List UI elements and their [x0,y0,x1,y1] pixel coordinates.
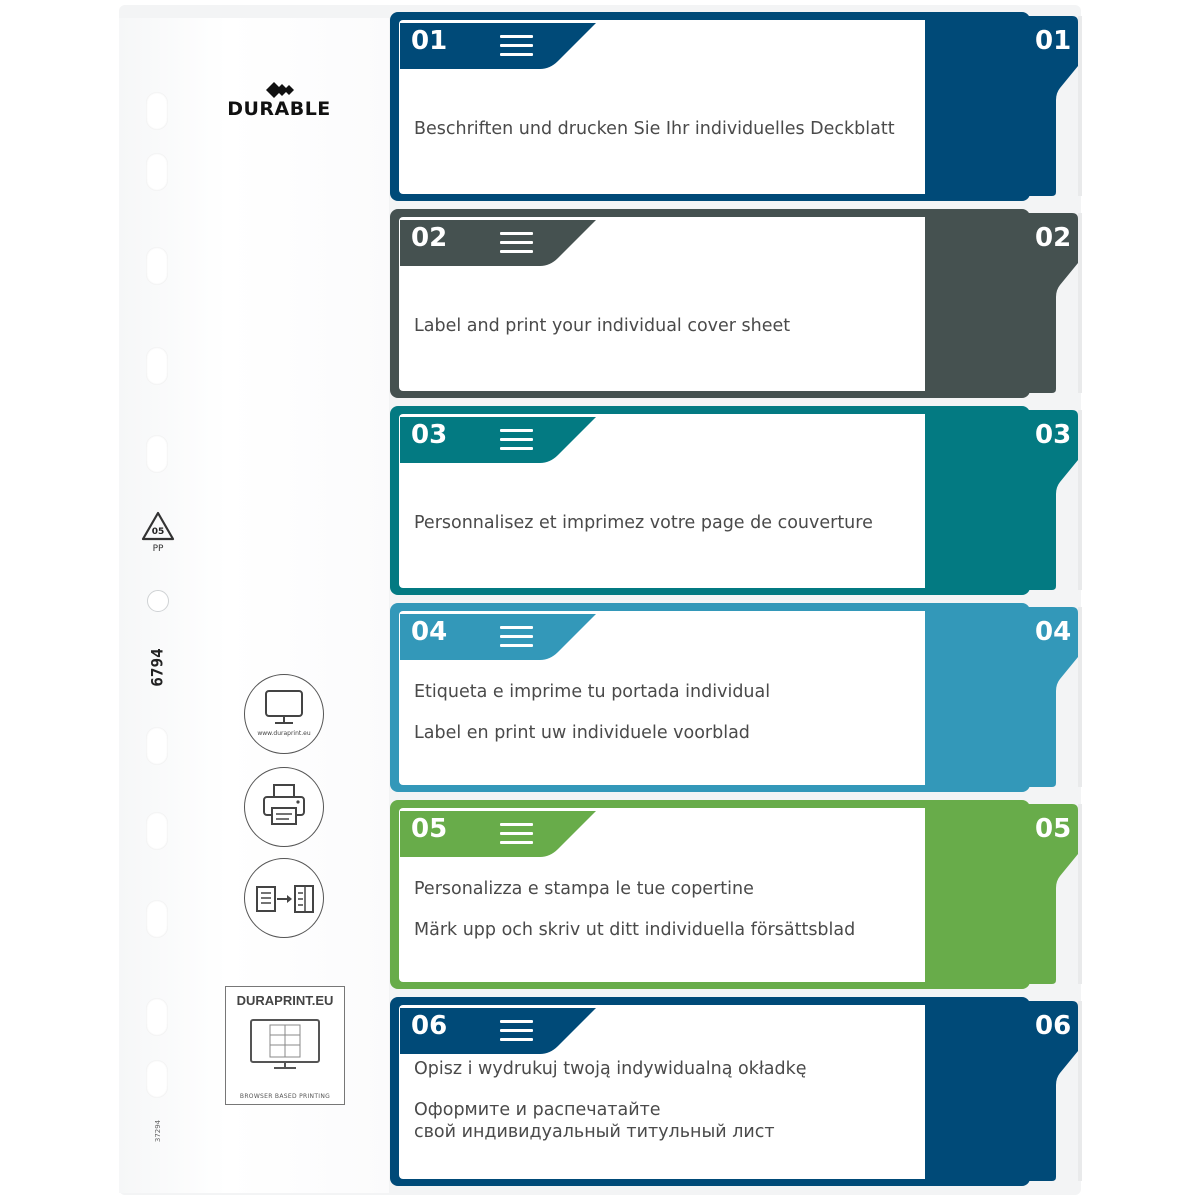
duraprint-title: DURAPRINT.EU [236,993,334,1008]
durable-logo [218,80,340,120]
recycle-code: 05 [151,527,165,537]
punch-hole [146,153,168,191]
tab-edge [1078,1001,1082,1181]
punch-hole [146,900,168,938]
punch-hole [146,92,168,130]
tab-text-line: Personnalisez et imprimez votre page de couverture [414,513,873,533]
tab-ear-number: 01 [1035,26,1072,56]
tab-text-line: Personalizza e stampa le tue copertine [414,879,754,899]
punch-hole [146,347,168,385]
tab-number: 02 [411,223,448,253]
tab-ear-number: 03 [1035,420,1072,450]
menu-lines-icon [500,429,533,451]
tab-number: 05 [411,814,448,844]
tab-text-line: Märk upp och skriv ut ditt individuella försättsblad [414,920,856,940]
recycle-icon [140,510,176,544]
tab-4[interactable] [390,603,1082,792]
punch-hole [147,590,169,612]
tab-text-line: Opisz i wydrukuj twoją indywidualną okładkę [414,1059,807,1079]
tab-text-line: Label and print your individual cover sheet [414,316,791,336]
recycle-material: PP [152,544,164,554]
brand-name: DURABLE [227,98,331,120]
tab-edge [1078,213,1082,393]
insert-circle [244,858,324,938]
tab-text-line: Оформите и распечатайте [414,1100,661,1120]
monitor-url: www.duraprint.eu [257,730,311,737]
punch-hole [146,247,168,285]
menu-lines-icon [500,35,533,57]
monitor-icon [245,675,323,753]
browser-monitor-icon [248,1017,322,1073]
tab-2[interactable] [390,209,1082,398]
menu-lines-icon [500,626,533,648]
tab-text-line: Etiqueta e imprime tu portada individual [414,682,771,702]
insert-sheet-icon [245,859,323,937]
tab-edge [1078,16,1082,196]
printer-circle [244,767,324,847]
tab-edge [1078,607,1082,787]
tab-1[interactable] [390,12,1082,201]
tab-edge [1078,410,1082,590]
menu-lines-icon [500,823,533,845]
product-number: 6794 [147,648,167,687]
printer-icon [245,768,323,846]
punch-hole [146,435,168,473]
tab-text-line: Beschriften und drucken Sie Ihr individuelles Deckblatt [414,119,895,139]
tab-ear-number: 02 [1035,223,1072,253]
punch-hole [146,727,168,765]
tab-5[interactable] [390,800,1082,989]
tab-number: 01 [411,26,448,56]
tab-ear-number: 04 [1035,617,1072,647]
tab-ear-number: 06 [1035,1011,1072,1041]
tab-6[interactable] [390,997,1082,1186]
durable-diamond-icon [218,80,340,100]
article-code: 37294 [154,1119,162,1143]
tab-number: 03 [411,420,448,450]
tab-number: 04 [411,617,448,647]
menu-lines-icon [500,1020,533,1042]
tab-number: 06 [411,1011,448,1041]
tab-3[interactable] [390,406,1082,595]
tab-text-line: Label en print uw individuele voorblad [414,723,750,743]
duraprint-caption: BROWSER BASED PRINTING [239,1093,331,1100]
menu-lines-icon [500,232,533,254]
duraprint-box [225,986,345,1105]
tab-text-line: свой индивидуальный титульный лист [414,1122,775,1142]
recycling-symbol [140,510,176,554]
punch-hole [146,998,168,1036]
punch-hole [146,1060,168,1098]
tab-edge [1078,804,1082,984]
monitor-circle [244,674,324,754]
tab-ear-number: 05 [1035,814,1072,844]
punch-hole [146,812,168,850]
